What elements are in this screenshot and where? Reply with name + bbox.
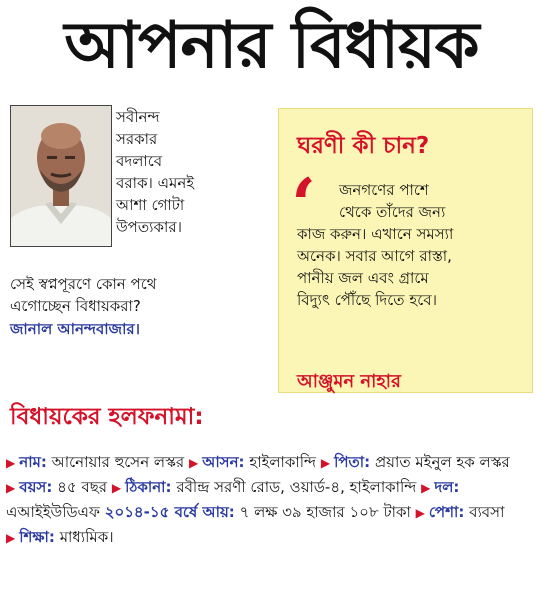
headline: আপনার বিধায়ক (64, 8, 479, 83)
quote-box (278, 108, 533, 393)
field-label-profession: পেশা: (428, 503, 465, 521)
quote-line: থেকে তাঁদের জন্য (339, 203, 446, 221)
field-label-education: শিক্ষা: (19, 528, 55, 546)
field-label-father: পিতা: (334, 453, 371, 471)
quote-line: বিদ্যুৎ পৌঁছে দিতে হবে। (297, 291, 437, 309)
bullet-arrow-icon: ▶ (415, 506, 425, 520)
intro-line: উপত্যকার। (116, 218, 182, 236)
quote-title: ঘরণী কী চান? (297, 133, 430, 159)
field-label-name: নাম: (19, 453, 47, 471)
bullet-arrow-icon: ▶ (320, 456, 331, 470)
intro-line: বরাক। এমনই (116, 174, 195, 192)
field-value-profession: ব্যবসা (469, 503, 505, 521)
field-value-income: ৭ লক্ষ ৩৯ হাজার ১০৮ টাকা (239, 503, 411, 521)
field-label-party: দল: (434, 478, 460, 496)
intro-below-text (10, 273, 272, 317)
field-label-income: ২০১৪-১৫ বর্ষে আয়: (104, 503, 235, 521)
bullet-arrow-icon: ▶ (6, 481, 16, 495)
affidavit-details (6, 450, 538, 550)
quote-line: কাজ করুন। এখানে সমস্যা (297, 225, 454, 243)
intro-line: সেই স্বপ্নপূরণে কোন পথে (10, 275, 157, 293)
intro-line: সরকার (116, 130, 158, 148)
field-label-seat: আসন: (202, 453, 245, 471)
field-value-father: প্রয়াত মইনুল হক লস্কর (374, 453, 510, 471)
bullet-arrow-icon: ▶ (6, 456, 16, 470)
mla-portrait-photo (10, 105, 112, 247)
field-label-address: ঠিকানা: (125, 478, 172, 496)
field-value-age: ৪৫ বছর (57, 478, 108, 496)
quote-line: জনগণের পাশে (339, 181, 429, 199)
quote-body (297, 179, 525, 311)
field-value-name: আনোয়ার হুসেন লস্কর (51, 453, 185, 471)
field-value-seat: হাইলাকান্দি (249, 453, 317, 471)
bullet-arrow-icon: ▶ (188, 456, 199, 470)
quote-mark-icon: ‘ (291, 162, 317, 247)
intro-line: আশা গোটা (116, 196, 185, 214)
field-value-party: এআইইউডিএফ (6, 503, 100, 521)
quote-author: আঞ্জুমন নাহার (297, 371, 401, 392)
affidavit-title: বিধায়কের হলফনামা: (10, 404, 204, 430)
intro-line: এগোচ্ছেন বিধায়করা? (10, 297, 141, 315)
bullet-arrow-icon: ▶ (111, 481, 122, 495)
field-value-address: রবীন্দ্র সরণী রোড, ওয়ার্ড-৪, হাইলাকান্দি (176, 478, 417, 496)
intro-line: সবীনন্দ (116, 108, 160, 126)
bullet-arrow-icon: ▶ (6, 531, 16, 545)
bullet-arrow-icon: ▶ (421, 481, 431, 495)
field-value-education: মাধ্যমিক। (59, 528, 114, 546)
quote-line: পানীয় জল এবং গ্রামে (297, 269, 429, 287)
intro-side-text (116, 106, 266, 238)
quote-line: অনেক। সবার আগে রাস্তা, (297, 247, 452, 265)
field-label-age: বয়স: (19, 478, 53, 496)
intro-line: বদলাবে (116, 152, 163, 170)
byline: জানাল আনন্দবাজার। (10, 320, 141, 338)
